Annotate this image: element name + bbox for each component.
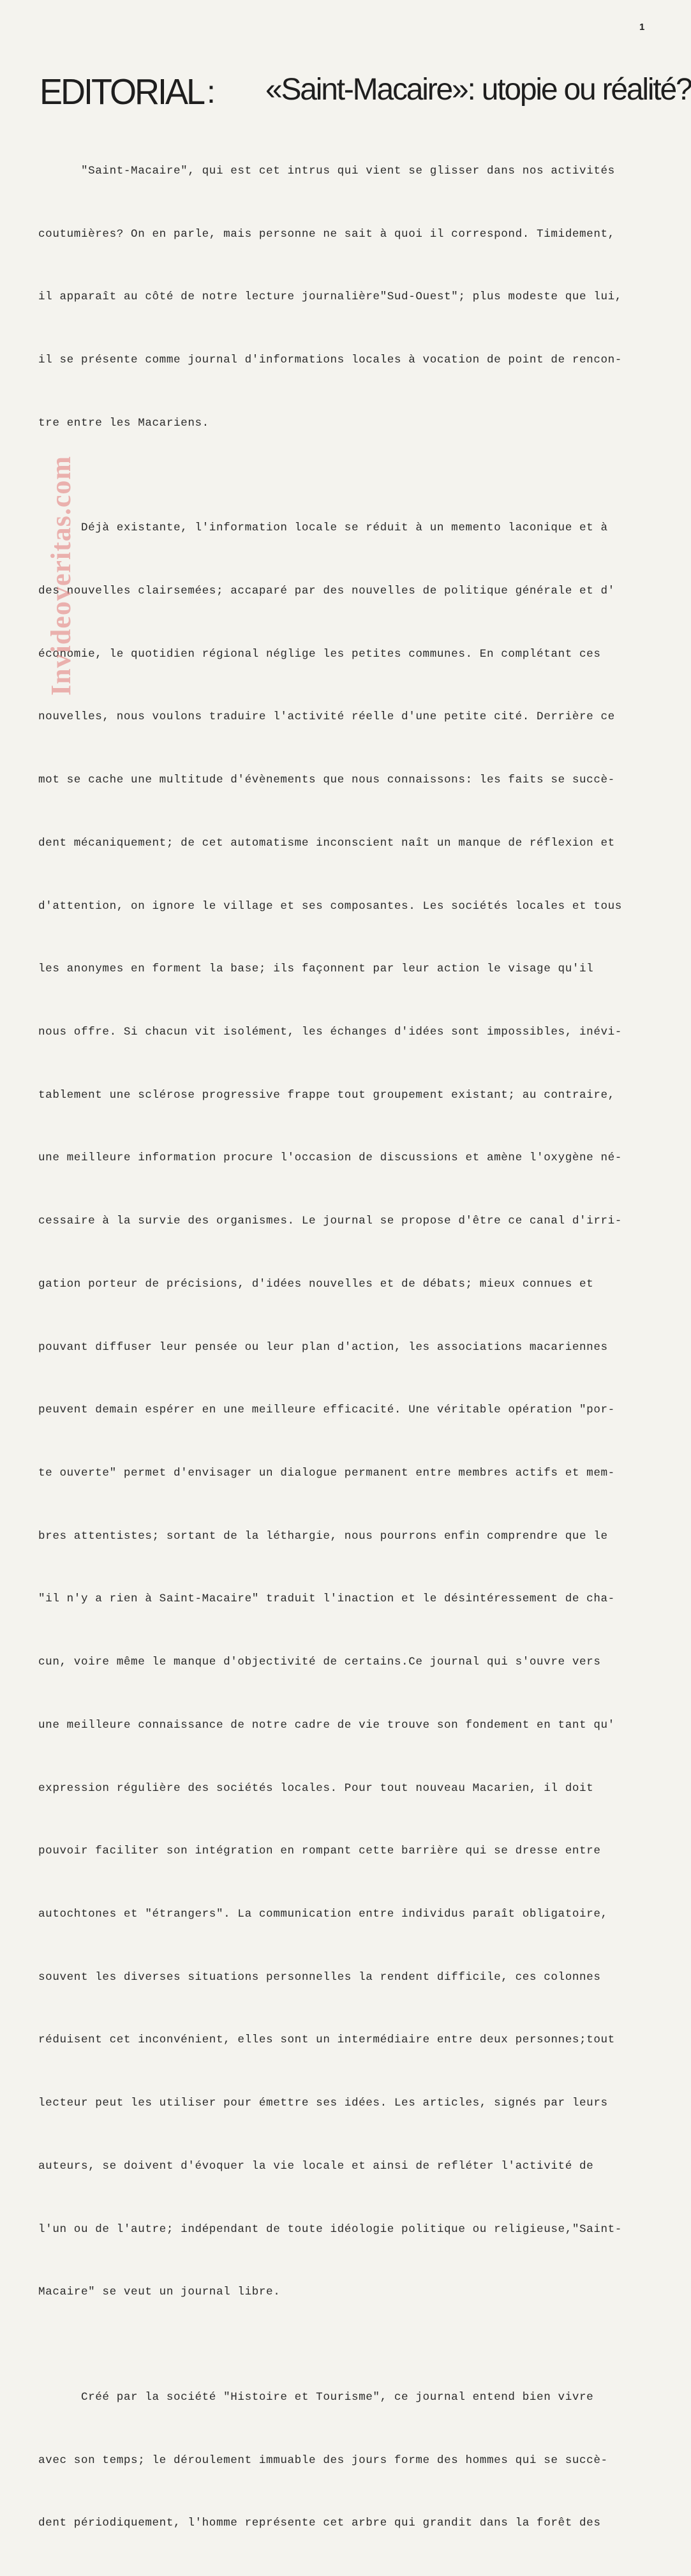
text-line: auteurs, se doivent d'évoquer la vie locale et ainsi de refléter l'activité de	[38, 2159, 594, 2173]
text-line: Créé par la société "Histoire et Tourisme", ce journal entend bien vivre	[38, 2390, 594, 2404]
title-subject: «Saint-Macaire»: utopie ou réalité?	[265, 73, 691, 107]
text-line: lecteur peut les utiliser pour émettre ses idées. Les articles, signés par leurs	[38, 2097, 608, 2110]
text-line: "il n'y a rien à Saint-Macaire" traduit l'inaction et le désintéressement de cha-	[38, 1592, 615, 1606]
title-label: EDITORIAL	[40, 71, 204, 112]
text-line: peuvent demain espérer en une meilleure efficacité. Une véritable opération "por-	[38, 1404, 615, 1417]
text-line: tablement une sclérose progressive frappe tout groupement existant; au contraire,	[38, 1088, 615, 1102]
text-line: "Saint-Macaire", qui est cet intrus qui vient se glisser dans nos activités	[38, 164, 615, 177]
text-line: gation porteur de précisions, d'idées nouvelles et de débats; mieux connues et	[38, 1277, 594, 1291]
page-number: 1	[639, 22, 645, 33]
text-line: tre entre les Macariens.	[38, 416, 209, 430]
watermark-text: Invideoveritas.com	[45, 455, 77, 696]
text-line: il apparaît au côté de notre lecture journalière"Sud-Ouest"; plus modeste que lui,	[38, 290, 622, 304]
text-line: une meilleure connaissance de notre cadre de vie trouve son fondement en tant qu'	[38, 1718, 615, 1732]
paragraph-3	[38, 2345, 638, 2576]
text-line: pouvoir faciliter son intégration en rompant cette barrière qui se dresse entre	[38, 1845, 601, 1858]
text-line: l'un ou de l'autre; indépendant de toute idéologie politique ou religieuse,"Saint-	[38, 2222, 622, 2236]
text-line: Macaire" se veut un journal libre.	[38, 2286, 281, 2299]
text-line: Déjà existante, l'information locale se réduit à un memento laconique et à	[38, 521, 608, 535]
paragraph-2	[38, 476, 638, 2345]
text-line: des nouvelles clairsemées; accaparé par des nouvelles de politique générale et d'	[38, 584, 615, 597]
text-line: nouvelles, nous voulons traduire l'activité réelle d'une petite cité. Derrière ce	[38, 710, 615, 724]
text-line: te ouverte" permet d'envisager un dialogue permanent entre membres actifs et mem-	[38, 1467, 615, 1479]
text-line: mot se cache une multitude d'évènements que nous connaissons: les faits se succè-	[38, 774, 615, 787]
text-line: nous offre. Si chacun vit isolément, les échanges d'idées sont impossibles, inévi-	[38, 1025, 622, 1038]
text-line: réduisent cet inconvénient, elles sont un intermédiaire entre deux personnes;tout	[38, 2033, 615, 2047]
text-line: les anonymes en forment la base; ils façonnent par leur action le visage qu'il	[38, 962, 594, 976]
text-line: il se présente comme journal d'informations locales à vocation de point de rencon-	[38, 353, 622, 366]
text-line: une meilleure information procure l'occasion de discussions et amène l'oxygène né-	[38, 1151, 622, 1165]
text-line: dent périodiquement, l'homme représente cet arbre qui grandit dans la forêt des	[38, 2517, 601, 2530]
text-line: coutumières? On en parle, mais personne ne sait à quoi il correspond. Timidement,	[38, 227, 615, 241]
text-line: bres attentistes; sortant de la léthargie, nous pourrons enfin comprendre que le	[38, 1529, 608, 1543]
editorial-title	[40, 71, 691, 117]
text-line: d'attention, on ignore le village et ses composantes. Les sociétés locales et tous	[38, 899, 622, 913]
paragraph-1	[38, 119, 638, 476]
text-line: cun, voire même le manque d'objectivité de certains.Ce journal qui s'ouvre vers	[38, 1656, 601, 1669]
text-line: souvent les diverses situations personnelles la rendent difficile, ces colonnes	[38, 1970, 601, 1984]
editorial-body	[38, 119, 638, 2576]
text-line: dent mécaniquement; de cet automatisme inconscient naît un manque de réflexion et	[38, 836, 615, 850]
text-line: expression régulière des sociétés locales. Pour tout nouveau Macarien, il doit	[38, 1781, 594, 1795]
title-separator: :	[207, 74, 216, 110]
text-line: autochtones et "étrangers". La communication entre individus paraît obligatoire,	[38, 1908, 608, 1921]
text-line: cessaire à la survie des organismes. Le journal se propose d'être ce canal d'irri-	[38, 1215, 622, 1228]
text-line: économie, le quotidien régional néglige les petites communes. En complétant ces	[38, 647, 601, 661]
text-line: avec son temps; le déroulement immuable des jours forme des hommes qui se succè-	[38, 2453, 608, 2467]
text-line: pouvant diffuser leur pensée ou leur plan d'action, les associations macariennes	[38, 1340, 608, 1354]
